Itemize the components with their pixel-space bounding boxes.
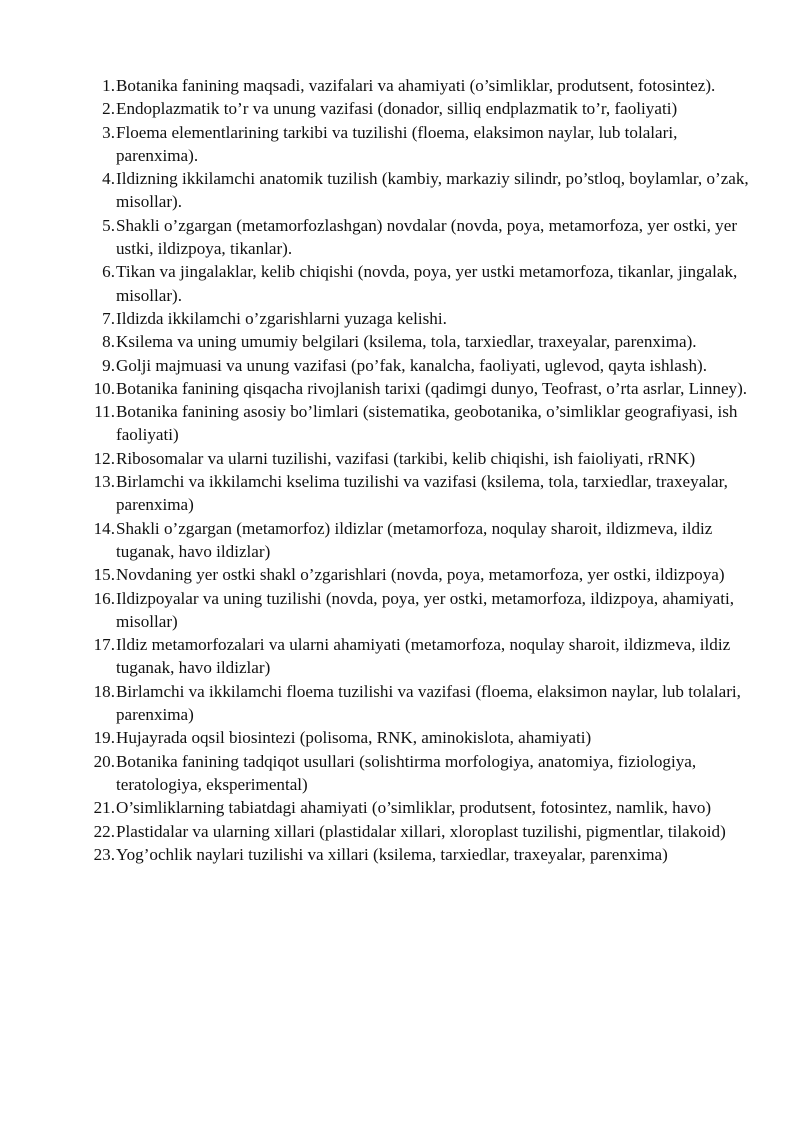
item-number: 11.	[94, 402, 115, 422]
item-number: 12.	[93, 448, 115, 468]
item-number: 17.	[93, 635, 115, 655]
list-item	[78, 354, 758, 377]
list-item	[78, 796, 758, 819]
item-text: Golji majmuasi va unung vazifasi (po’fak, kanalcha, faoliyati, uglevod, qayta ishlash).	[116, 355, 707, 375]
list-item	[78, 167, 758, 214]
item-number: 22.	[93, 821, 115, 841]
list-item	[78, 400, 758, 447]
item-text: Yog’ochlik naylari tuzilishi va xillari (ksilema, tarxiedlar, traxeyalar, parenxima)	[116, 844, 668, 864]
list-item	[78, 843, 758, 866]
item-text: Botanika fanining tadqiqot usullari (solishtirma morfologiya, anatomiya, fiziologiya, teratologiya, eksperimental)	[116, 751, 697, 794]
item-text: Botanika fanining maqsadi, vazifalari va ahamiyati (o’simliklar, produtsent, fotosintez).	[116, 76, 716, 95]
item-text: Ribosomalar va ularni tuzilishi, vazifasi (tarkibi, kelib chiqishi, ish faioliyati, rRNK)	[116, 448, 696, 468]
list-item	[78, 260, 758, 307]
item-text: Floema elementlarining tarkibi va tuzilishi (floema, elaksimon naylar, lub tolalari, parenxima).	[116, 122, 678, 165]
item-text: Botanika fanining qisqacha rivojlanish tarixi (qadimgi dunyo, Teofrast, o’rta asrlar, Linney).	[116, 378, 748, 398]
item-number: 13.	[93, 472, 115, 492]
item-number: 10.	[93, 378, 115, 398]
list-item	[78, 680, 758, 727]
list-item	[78, 726, 758, 749]
list-item	[78, 820, 758, 843]
item-text: Novdaning yer ostki shakl o’zgarishlari (novda, poya, metamorfoza, yer ostki, ildizpoya)	[116, 565, 725, 585]
item-number: 2.	[102, 99, 115, 119]
item-number: 23.	[93, 844, 115, 864]
item-number: 3.	[102, 122, 115, 142]
list-item	[78, 74, 758, 97]
item-number: 21.	[93, 798, 115, 818]
list-item	[78, 377, 758, 400]
item-number: 15.	[93, 565, 115, 585]
list-item	[78, 517, 758, 564]
list-item	[78, 330, 758, 353]
item-number: 7.	[102, 308, 115, 328]
item-text: Ildiz metamorfozalari va ularni ahamiyati (metamorfoza, noqulay sharoit, ildizmeva, ildiz tuganak, havo ildizlar)	[116, 635, 731, 678]
list-item	[78, 587, 758, 634]
item-number: 18.	[93, 681, 115, 701]
item-text: Hujayrada oqsil biosintezi (polisoma, RNK, aminokislota, ahamiyati)	[116, 728, 592, 748]
item-text: Birlamchi va ikkilamchi kselima tuzilishi va vazifasi (ksilema, tola, tarxiedlar, traxeyalar, parenxima)	[116, 472, 728, 515]
item-number: 4.	[102, 169, 115, 189]
item-text: O’simliklarning tabiatdagi ahamiyati (o’simliklar, produtsent, fotosintez, namlik, havo)	[116, 798, 712, 818]
item-text: Shakli o’zgargan (metamorfoz) ildizlar (metamorfoza, noqulay sharoit, ildizmeva, ildiz tuganak, havo ildizlar)	[116, 518, 713, 561]
list-item	[78, 563, 758, 586]
item-text: Ildizning ikkilamchi anatomik tuzilish (kambiy, markaziy silindr, po’stloq, boylamlar, o’zak, misollar).	[116, 169, 749, 212]
item-number: 14.	[93, 518, 115, 538]
item-number: 8.	[102, 332, 115, 352]
item-number: 16.	[93, 588, 115, 608]
item-text: Botanika fanining asosiy bo’limlari (sistematika, geobotanika, o’simliklar geografiyasi, ish faoliyati)	[116, 402, 738, 445]
list-item	[78, 307, 758, 330]
item-number: 5.	[102, 215, 115, 235]
item-text: Ildizda ikkilamchi o’zgarishlarni yuzaga kelishi.	[116, 308, 447, 328]
item-number: 6.	[102, 262, 115, 282]
item-text: Endoplazmatik to’r va unung vazifasi (donador, silliq endplazmatik to’r, faoliyati)	[116, 99, 678, 119]
item-number: 9.	[102, 355, 115, 375]
item-number: 19.	[93, 728, 115, 748]
item-text: Birlamchi va ikkilamchi floema tuzilishi va vazifasi (floema, elaksimon naylar, lub tolalari, parenxima)	[116, 681, 741, 725]
list-item	[78, 97, 758, 120]
item-text: Tikan va jingalaklar, kelib chiqishi (novda, poya, yer ustki metamorfoza, tikanlar, jingalak, misollar).	[116, 262, 738, 305]
item-number: 1.	[102, 76, 115, 95]
item-number: 20.	[93, 751, 115, 771]
list-item	[78, 750, 758, 797]
item-text: Plastidalar va ularning xillari (plastidalar xillari, xloroplast tuzilishi, pigmentlar, tilakoid)	[116, 821, 726, 841]
list-item	[78, 214, 758, 261]
item-text: Shakli o’zgargan (metamorfozlashgan) novdalar (novda, poya, metamorfoza, yer ostki, yer ustki, ildizpoya, tikanlar).	[116, 215, 738, 259]
item-text: Ksilema va uning umumiy belgilari (ksilema, tola, tarxiedlar, traxeyalar, parenxima).	[116, 332, 697, 352]
list-item	[78, 633, 758, 680]
list-item	[78, 121, 758, 168]
list-item	[78, 470, 758, 517]
list-item	[78, 447, 758, 470]
question-list	[78, 74, 758, 866]
item-text: Ildizpoyalar va uning tuzilishi (novda, poya, yer ostki, metamorfoza, ildizpoya, ahamiyati, misollar)	[116, 588, 735, 631]
